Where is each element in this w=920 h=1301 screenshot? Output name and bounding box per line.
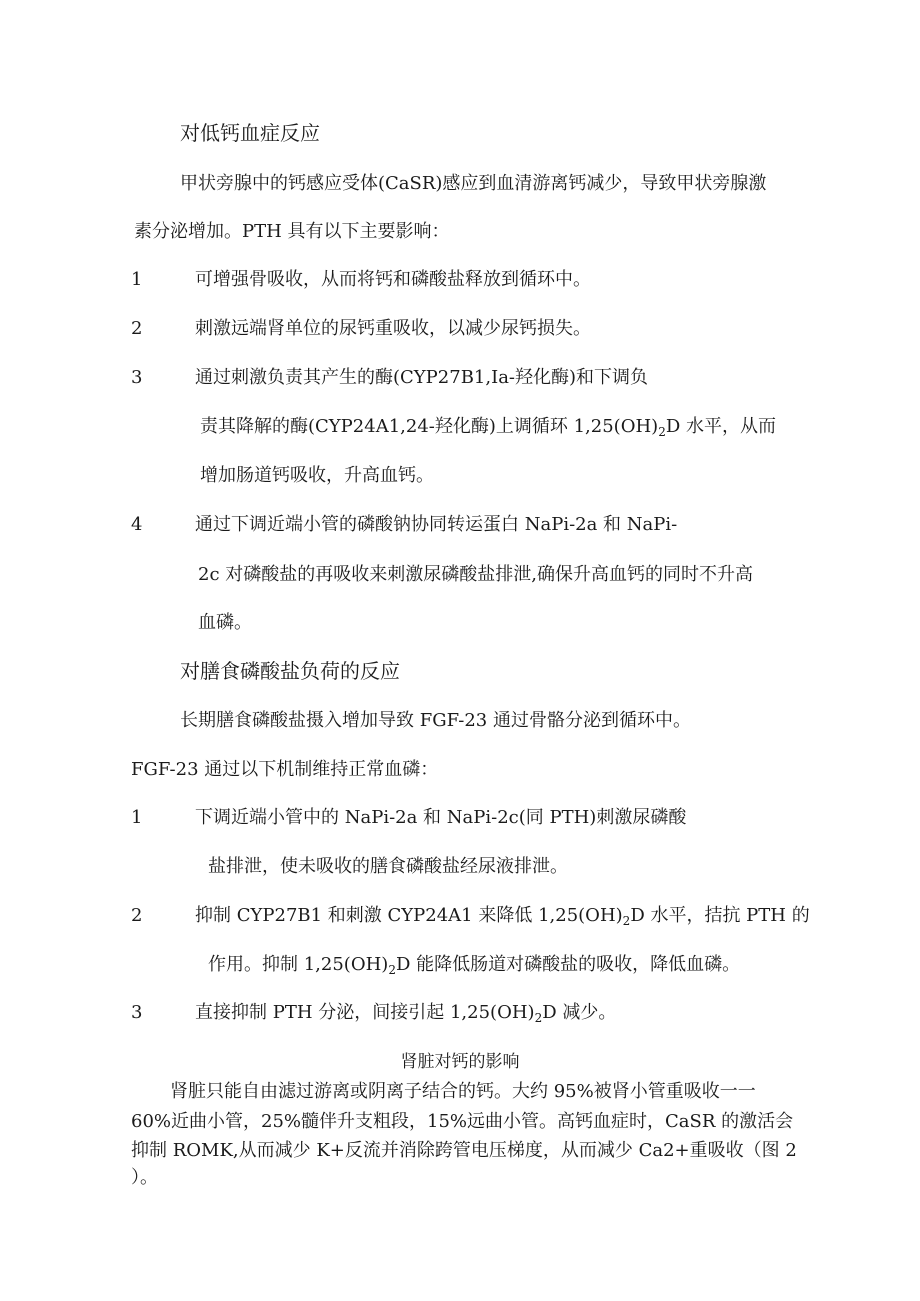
text-fragment: D 减少。 [542, 1002, 617, 1023]
list-item-text: 血磷。 [198, 612, 252, 633]
text-fragment: 抑制 CYP27B1 和刺激 CYP24A1 来降低 1,25(OH) [195, 905, 623, 926]
text-fragment: D 能降低肠道对磷酸盐的吸收，降低血磷。 [395, 954, 741, 975]
subscript: 2 [534, 1011, 543, 1025]
section-heading-hypocalcemia: 对低钙血症反应 [180, 121, 320, 145]
intro-line: 素分泌增加。PTH 具有以下主要影响： [134, 221, 450, 242]
intro-line: 长期膳食磷酸盐摄入增加导致 FGF-23 通过骨骼分泌到循环中。 [180, 710, 691, 731]
list-number: 2 [131, 905, 143, 926]
text-fragment: 直接抑制 PTH 分泌，间接引起 1,25(OH) [195, 1002, 535, 1023]
paragraph-line: ）。 [131, 1167, 158, 1188]
subscript: 2 [622, 914, 631, 928]
list-item-text: 通过刺激负责其产生的酶(CYP27B1,Ia-羟化酶)和下调负 [195, 367, 649, 388]
list-item-text: 下调近端小管中的 NaPi-2a 和 NaPi-2c(同 PTH)刺激尿磷酸 [195, 807, 687, 828]
subscript: 2 [388, 963, 396, 977]
text-fragment: 责其降解的酶(CYP24A1,24-羟化酶)上调循环 1,25(OH) [200, 416, 659, 437]
section-heading-phosphate: 对膳食磷酸盐负荷的反应 [180, 659, 400, 683]
list-number: 1 [131, 269, 143, 290]
list-item-text [195, 904, 810, 929]
text-fragment: D 水平，从而 [665, 416, 776, 437]
intro-line: FGF-23 通过以下机制维持正常血磷： [131, 759, 439, 780]
list-item-text: 刺激远端肾单位的尿钙重吸收，以减少尿钙损失。 [195, 318, 591, 339]
list-number: 4 [131, 514, 143, 535]
intro-line: 甲状旁腺中的钙感应受体(CaSR)感应到血清游离钙减少，导致甲状旁腺激 [180, 173, 767, 194]
list-number: 3 [131, 1002, 143, 1023]
text-fragment: D 水平，拮抗 PTH 的 [630, 905, 810, 926]
paragraph-line: 60%近曲小管，25%髓伴升支粗段，15%远曲小管。高钙血症时，CaSR 的激活会 [131, 1111, 794, 1132]
section-title-kidney-calcium: 肾脏对钙的影响 [400, 1052, 520, 1072]
list-item-text [195, 1001, 616, 1026]
list-item-text: 可增强骨吸收，从而将钙和磷酸盐释放到循环中。 [195, 269, 591, 290]
list-item-text: 盐排泄，使未吸收的膳食磷酸盐经尿液排泄。 [208, 856, 568, 877]
list-number: 2 [131, 318, 143, 339]
list-item-text: 2c 对磷酸盐的再吸收来刺激尿磷酸盐排泄,确保升高血钙的同时不升高 [198, 564, 753, 585]
list-item-text: 通过下调近端小管的磷酸钠协同转运蛋白 NaPi-2a 和 NaPi- [195, 514, 678, 535]
paragraph-line: 肾脏只能自由滤过游离或阴离子结合的钙。大约 95%被肾小管重吸收一一 [170, 1081, 756, 1102]
paragraph-line: 抑制 ROMK,从而减少 K+反流并消除跨管电压梯度，从而减少 Ca2+重吸收（图 2 [131, 1140, 797, 1161]
list-number: 1 [131, 807, 143, 828]
text-fragment: 作用。抑制 1,25(OH) [208, 954, 389, 975]
list-item-text: 增加肠道钙吸收，升高血钙。 [200, 465, 434, 486]
list-item-text [208, 953, 740, 978]
list-number: 3 [131, 367, 143, 388]
subscript: 2 [658, 425, 666, 439]
list-item-text [200, 415, 776, 440]
